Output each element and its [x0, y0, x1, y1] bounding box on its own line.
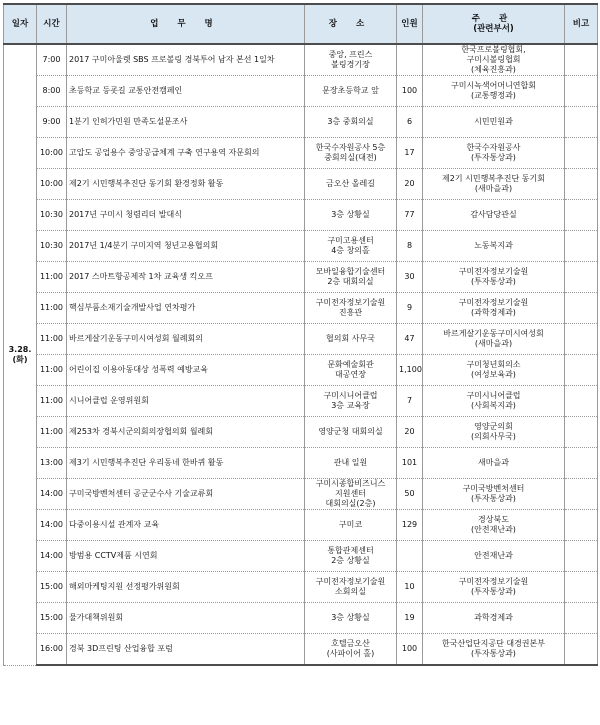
time-cell: 16:00 — [37, 634, 67, 666]
time-cell: 9:00 — [37, 107, 67, 138]
table-row — [4, 324, 598, 355]
table-row — [4, 634, 598, 666]
people-cell: 129 — [397, 510, 423, 541]
note-cell — [565, 386, 598, 417]
time-cell: 11:00 — [37, 355, 67, 386]
host-cell — [423, 107, 565, 138]
host-cell — [423, 386, 565, 417]
note-cell — [565, 262, 598, 293]
place-cell-line: 호텔금오산 — [331, 639, 370, 648]
host-cell-line: 경상북도 — [478, 515, 509, 524]
note-cell — [565, 510, 598, 541]
host-cell-line: (여성보육과) — [471, 370, 516, 379]
host-cell — [423, 200, 565, 231]
place-cell — [305, 572, 397, 603]
time-cell: 11:00 — [37, 417, 67, 448]
task-cell: 바르게살기운동구미시여성회 월례회의 — [67, 324, 305, 355]
host-cell-line: (안전재난과) — [471, 525, 516, 534]
place-cell-line: (사파이어 홀) — [326, 649, 375, 658]
task-cell: 방범용 CCTV제품 시연회 — [67, 541, 305, 572]
place-cell-line: 대회의실(2층) — [325, 499, 376, 508]
note-cell — [565, 634, 598, 666]
place-cell — [305, 293, 397, 324]
place-cell-line: 문장초등학교 앞 — [322, 86, 379, 95]
task-cell: 어린이집 이용아동대상 성폭력 예방교육 — [67, 355, 305, 386]
place-cell-line: 영양군청 대회의실 — [318, 427, 383, 436]
place-cell-line: 구미전자정보기술원 — [315, 577, 386, 586]
host-cell-line: 구미시녹색어머니연합회 — [450, 81, 536, 90]
note-cell — [565, 479, 598, 510]
place-cell — [305, 541, 397, 572]
task-cell: 물가대책위원회 — [67, 603, 305, 634]
task-cell: 제2기 시민행복추진단 동기회 환경정화 활동 — [67, 169, 305, 200]
task-cell: 구미국방벤처센터 공군군수사 기술교류회 — [67, 479, 305, 510]
place-cell — [305, 417, 397, 448]
table-row — [4, 138, 598, 169]
place-cell-line: 문화예술회관 — [327, 360, 374, 369]
host-cell-line: (투자통상과) — [471, 153, 516, 162]
host-cell-line: 제2기 시민행복추진단 동기회 — [442, 174, 545, 183]
place-cell-line: 구미시종합비즈니스 — [315, 479, 386, 488]
note-cell — [565, 231, 598, 262]
host-cell-line: 구미시니어클럽 — [466, 391, 521, 400]
header-row — [4, 4, 598, 44]
task-cell: 경북 3D프린팅 산업융합 포럼 — [67, 634, 305, 666]
note-cell — [565, 324, 598, 355]
note-cell — [565, 293, 598, 324]
people-cell: 47 — [397, 324, 423, 355]
host-cell-line: 영양군의회 — [474, 422, 513, 431]
time-cell: 7:00 — [37, 44, 67, 76]
host-cell — [423, 417, 565, 448]
place-cell-line: 구미전자정보기술원 — [315, 298, 386, 307]
note-cell — [565, 355, 598, 386]
host-cell-line: (과학경제과) — [471, 308, 516, 317]
host-cell-line: (새마을과) — [474, 339, 513, 348]
host-cell — [423, 44, 565, 76]
table-row — [4, 355, 598, 386]
place-cell — [305, 448, 397, 479]
place-cell — [305, 107, 397, 138]
host-cell-line: (교통행정과) — [471, 91, 516, 100]
place-cell — [305, 386, 397, 417]
people-cell: 100 — [397, 634, 423, 666]
table-row — [4, 448, 598, 479]
task-cell: 제253차 경북시군의회의장협의회 월례회 — [67, 417, 305, 448]
host-cell — [423, 603, 565, 634]
people-cell: 8 — [397, 231, 423, 262]
schedule-body — [4, 44, 598, 665]
host-cell-line: (사회복지과) — [471, 401, 516, 410]
place-cell-line: 대공연장 — [335, 370, 366, 379]
host-cell-line: 한국수자원공사 — [466, 143, 521, 152]
host-cell-line: 구미전자정보기술원 — [458, 577, 529, 586]
host-cell-line: 시민민원과 — [474, 117, 513, 126]
place-cell-line: 진흥관 — [338, 308, 363, 317]
place-cell-line: 3층 중회의실 — [327, 117, 374, 126]
task-cell: 고압도 공업용수 중앙공급체계 구축 연구용역 자문회의 — [67, 138, 305, 169]
schedule-table — [3, 3, 598, 666]
host-cell-line: 새마을과 — [478, 458, 509, 467]
place-cell — [305, 603, 397, 634]
task-cell: 2017년 1/4분기 구미지역 청년고용협의회 — [67, 231, 305, 262]
place-cell — [305, 44, 397, 76]
place-cell-line: 구미고용센터 — [327, 236, 374, 245]
people-cell: 1,100 — [397, 355, 423, 386]
host-cell-line: 감사담당관실 — [470, 210, 517, 219]
time-cell: 14:00 — [37, 510, 67, 541]
place-cell — [305, 324, 397, 355]
place-cell-line: 소회의실 — [335, 587, 366, 596]
task-cell: 제3기 시민행복추진단 우리동네 한바퀴 활동 — [67, 448, 305, 479]
place-cell — [305, 200, 397, 231]
place-cell-line: 모바일융합기술센터 — [315, 267, 386, 276]
host-cell — [423, 138, 565, 169]
table-row — [4, 231, 598, 262]
host-cell-line: 구미청년회의소 — [466, 360, 521, 369]
place-cell-line: 구미코 — [338, 520, 363, 529]
people-cell: 100 — [397, 76, 423, 107]
place-cell — [305, 479, 397, 510]
people-cell: 30 — [397, 262, 423, 293]
note-cell — [565, 138, 598, 169]
table-row — [4, 572, 598, 603]
table-row — [4, 200, 598, 231]
task-cell: 2017 구미아울렛 SBS 프로볼링 경북투어 남자 본선 1일차 — [67, 44, 305, 76]
host-cell-line: 구미전자정보기술원 — [458, 267, 529, 276]
note-cell — [565, 200, 598, 231]
note-cell — [565, 417, 598, 448]
task-cell: 초등학교 등굣길 교통안전캠페인 — [67, 76, 305, 107]
people-cell: 9 — [397, 293, 423, 324]
host-cell-line: (투자통상과) — [471, 277, 516, 286]
host-cell-line: 한국산업단지공단 대경권본부 — [441, 639, 545, 648]
note-cell — [565, 572, 598, 603]
host-cell-line: (투자통상과) — [471, 649, 516, 658]
place-cell-line: 3층 상황실 — [331, 210, 370, 219]
host-cell — [423, 479, 565, 510]
host-cell — [423, 76, 565, 107]
place-cell — [305, 634, 397, 666]
host-cell — [423, 293, 565, 324]
note-cell — [565, 448, 598, 479]
host-cell — [423, 169, 565, 200]
task-cell: 시니어클럽 운영위원회 — [67, 386, 305, 417]
host-cell-line: (체육진흥과) — [471, 65, 516, 74]
header-date: 일자 — [4, 4, 37, 44]
place-cell-line: 금오산 올레길 — [326, 179, 375, 188]
time-cell: 11:00 — [37, 386, 67, 417]
place-cell-line: 3층 상황실 — [331, 613, 370, 622]
host-cell — [423, 510, 565, 541]
table-row — [4, 479, 598, 510]
time-cell: 11:00 — [37, 262, 67, 293]
host-cell-line: 한국프로볼링협회, — [461, 45, 526, 54]
table-row — [4, 169, 598, 200]
people-cell: 10 — [397, 572, 423, 603]
people-cell: 77 — [397, 200, 423, 231]
place-cell-line: 중회의실(대전) — [324, 153, 377, 162]
host-cell — [423, 355, 565, 386]
host-cell — [423, 262, 565, 293]
people-cell: 17 — [397, 138, 423, 169]
header-time: 시간 — [37, 4, 67, 44]
host-cell-line: 바르게살기운동구미시여성회 — [443, 329, 544, 338]
note-cell — [565, 169, 598, 200]
task-cell: 2017 스마트항공제작 1차 교육생 킥오프 — [67, 262, 305, 293]
table-row — [4, 541, 598, 572]
header-place-label: 장 소 — [328, 19, 373, 29]
header-task-label: 업 무 명 — [150, 19, 221, 29]
host-cell-line: (투자통상과) — [471, 494, 516, 503]
note-cell — [565, 44, 598, 76]
people-cell: 20 — [397, 417, 423, 448]
table-row — [4, 386, 598, 417]
time-cell: 14:00 — [37, 541, 67, 572]
task-cell: 2017년 구미시 청렴리더 발대식 — [67, 200, 305, 231]
host-cell-line: (새마을과) — [474, 184, 513, 193]
host-cell-line: (의회사무국) — [471, 432, 516, 441]
host-cell — [423, 231, 565, 262]
header-host — [423, 4, 565, 44]
time-cell: 10:00 — [37, 138, 67, 169]
place-cell — [305, 262, 397, 293]
time-cell: 13:00 — [37, 448, 67, 479]
host-cell — [423, 324, 565, 355]
table-row — [4, 107, 598, 138]
header-people: 인원 — [397, 4, 423, 44]
time-cell: 14:00 — [37, 479, 67, 510]
place-cell-line: 협의회 사무국 — [326, 334, 375, 343]
note-cell — [565, 603, 598, 634]
time-cell: 10:00 — [37, 169, 67, 200]
people-cell: 101 — [397, 448, 423, 479]
place-cell-line: 한국수자원공사 5층 — [315, 143, 386, 152]
host-cell-line: 과학경제과 — [474, 613, 513, 622]
place-cell-line: 2층 상황실 — [331, 556, 370, 565]
host-cell-line: 구미시볼링협회 — [466, 55, 521, 64]
header-host-sublabel: (관련부서) — [473, 24, 514, 34]
table-row — [4, 44, 598, 76]
place-cell-line: 볼링경기장 — [331, 60, 370, 69]
time-cell: 15:00 — [37, 572, 67, 603]
place-cell-line: 3층 교육장 — [331, 401, 370, 410]
place-cell — [305, 169, 397, 200]
people-cell: 20 — [397, 169, 423, 200]
note-cell — [565, 541, 598, 572]
header-place — [305, 4, 397, 44]
place-cell — [305, 231, 397, 262]
place-cell — [305, 76, 397, 107]
schedule-page — [3, 3, 597, 666]
place-cell-line: 지원센터 — [335, 489, 366, 498]
header-task — [67, 4, 305, 44]
time-cell: 10:30 — [37, 200, 67, 231]
place-cell-line: 통합관제센터 — [327, 546, 374, 555]
task-cell: 1분기 인허가민원 만족도설문조사 — [67, 107, 305, 138]
table-row — [4, 510, 598, 541]
host-cell-line: 구미전자정보기술원 — [458, 298, 529, 307]
time-cell: 11:00 — [37, 293, 67, 324]
people-cell: 50 — [397, 479, 423, 510]
people-cell — [397, 44, 423, 76]
table-row — [4, 76, 598, 107]
time-cell: 11:00 — [37, 324, 67, 355]
table-row — [4, 293, 598, 324]
host-cell — [423, 572, 565, 603]
place-cell-line: 2층 대회의실 — [327, 277, 374, 286]
header-host-label: 주 관 — [471, 14, 516, 24]
time-cell: 15:00 — [37, 603, 67, 634]
table-row — [4, 603, 598, 634]
place-cell-line: 4층 창의홀 — [331, 246, 370, 255]
time-cell: 8:00 — [37, 76, 67, 107]
header-note: 비고 — [565, 4, 598, 44]
time-cell: 10:30 — [37, 231, 67, 262]
place-cell — [305, 138, 397, 169]
date-cell: 3.28.(화) — [4, 44, 37, 665]
place-cell — [305, 510, 397, 541]
place-cell — [305, 355, 397, 386]
host-cell-line: (투자통상과) — [471, 587, 516, 596]
host-cell-line: 안전재난과 — [474, 551, 513, 560]
task-cell: 핵심부품소재기술개발사업 연차평가 — [67, 293, 305, 324]
host-cell — [423, 634, 565, 666]
place-cell-line: 중앙, 프린스 — [328, 50, 373, 59]
place-cell-line: 구미시니어클럽 — [323, 391, 378, 400]
people-cell: 6 — [397, 107, 423, 138]
host-cell — [423, 448, 565, 479]
people-cell — [397, 541, 423, 572]
place-cell-line: 관내 일원 — [333, 458, 368, 467]
task-cell: 해외마케팅지원 선정평가위원회 — [67, 572, 305, 603]
host-cell — [423, 541, 565, 572]
task-cell: 다중이용시설 관계자 교육 — [67, 510, 305, 541]
host-cell-line: 노동복지과 — [474, 241, 513, 250]
note-cell — [565, 107, 598, 138]
host-cell-line: 구미국방벤처센터 — [462, 484, 525, 493]
note-cell — [565, 76, 598, 107]
table-row — [4, 262, 598, 293]
table-row — [4, 417, 598, 448]
people-cell: 19 — [397, 603, 423, 634]
people-cell: 7 — [397, 386, 423, 417]
